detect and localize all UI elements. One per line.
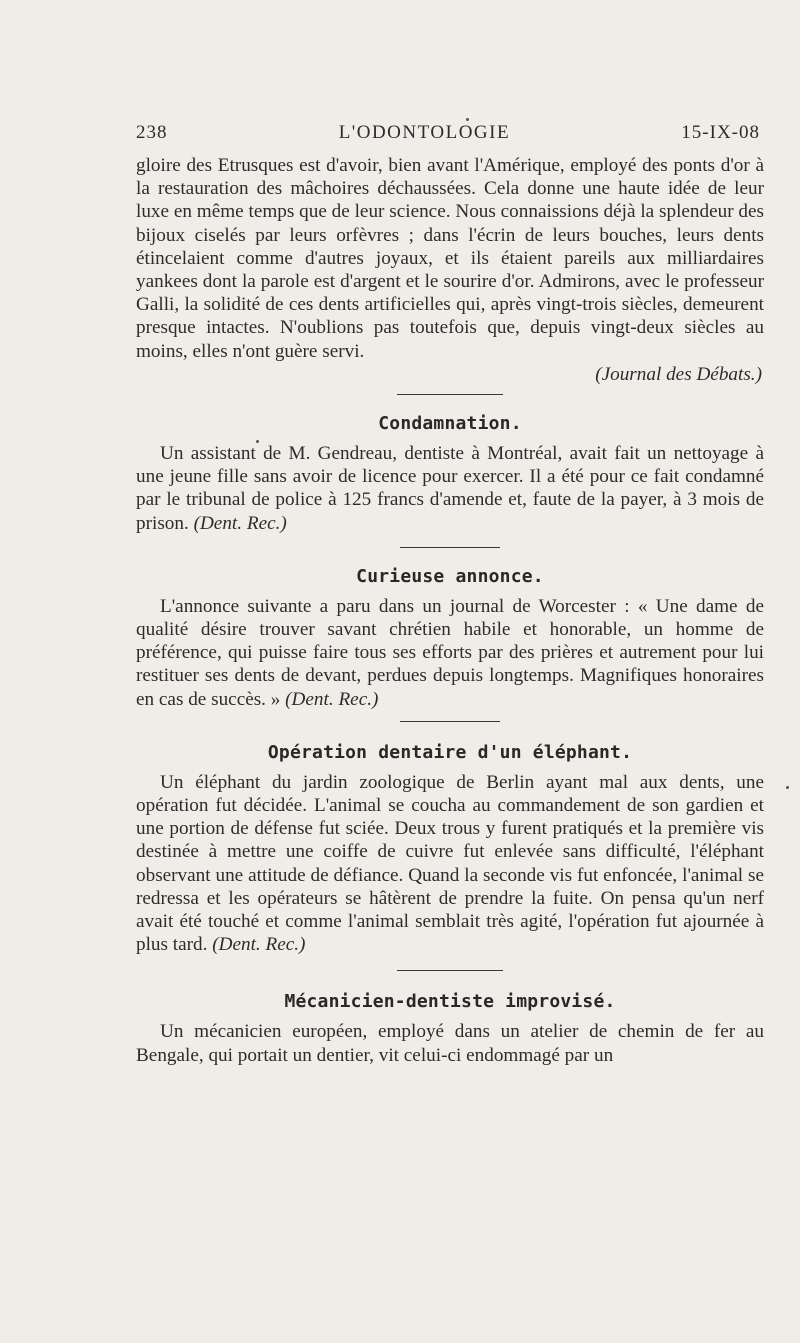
- page-number: 238: [136, 122, 168, 143]
- intro-source: (Journal des Débats.): [595, 363, 762, 385]
- section-source: (Dent. Rec.): [193, 512, 287, 534]
- section-text-mecanicien-dentiste: Un mécanicien européen, employé dans un atelier de chemin de fer au Bengale, qui portait un dentier, vit celui-ci endommagé par un: [136, 1021, 764, 1066]
- section-divider: [397, 970, 503, 971]
- section-title-condamnation: Condamnation.: [378, 413, 522, 435]
- section-text-operation-elephant: [136, 771, 764, 957]
- paper-speck: [256, 440, 259, 443]
- section-title-mecanicien-dentiste: Mécanicien-dentiste improvisé.: [284, 991, 616, 1013]
- section-divider: [400, 547, 500, 548]
- section-divider: [397, 394, 503, 395]
- section-body: Un assistant de M. Gendreau, dentiste à Montréal, avait fait un nettoyage à une jeune fille sans avoir de licence pour exercer. Il a été pour ce fait condamné par le tribunal de police à 125 francs d'amende et, faute de la payer, à 3 mois de prison.: [136, 443, 764, 534]
- issue-date: 15-IX-08: [681, 122, 760, 143]
- section-text-condamnation: [136, 442, 764, 535]
- section-source: (Dent. Rec.): [285, 688, 379, 710]
- section-text-curieuse-annonce: [136, 595, 764, 711]
- section-body: Un éléphant du jardin zoologique de Berlin ayant mal aux dents, une opération fut décidée. L'animal se coucha au commandement de son gardien et une portion de défense fut sciée. Deux trous y furent pratiqués et la première vis destinée à mettre une coiffe de cuivre fut enlevée sans difficulté, l'éléphant observant une attitude de défiance. Quand la seconde vis fut enfoncée, l'animal se redressa et les opérateurs se hâtèrent de prendre la fuite. On pensa qu'un nerf avait été touché et comme l'animal semblait très agité, l'opération fut ajournée à plus tard.: [136, 771, 764, 956]
- running-header: [136, 122, 764, 144]
- intro-paragraph: gloire des Etrusques est d'avoir, bien avant l'Amérique, employé des ponts d'or à la restauration des mâchoires déchaussées. Cela donne une haute idée de leur luxe en même temps que de leur science. Nous connaissions déjà la splendeur des bijoux ciselés par leurs orfèvres ; dans l'écrin de leurs bouches, leurs dents étincelaient comme d'autres joyaux, et ils étaient pareils aux milliardaires yankees dont la parole est d'argent et le sourire d'or. Admirons, avec le professeur Galli, la solidité de ces dents artificielles qui, après vingt-trois siècles, demeurent presque intactes. N'oublions pas toutefois que, depuis vingt-deux siècles au moins, elles n'ont guère servi.: [136, 155, 764, 362]
- section-source: (Dent. Rec.): [212, 934, 306, 956]
- section-divider: [400, 721, 500, 722]
- section-title-curieuse-annonce: Curieuse annonce.: [356, 565, 544, 587]
- paper-speck: [466, 118, 469, 121]
- section-title-operation-elephant: Opération dentaire d'un éléphant.: [267, 741, 633, 763]
- journal-title: L'ODONTOLOGIE: [338, 122, 511, 143]
- paper-speck: [786, 786, 789, 789]
- section-body: L'annonce suivante a paru dans un journal de Worcester : « Une dame de qualité désire trouver savant chrétien habile et honorable, un homme de préférence, qui puisse faire tous ses efforts par des prières et autrement pour lui restituer ses dents de devant, perdues depuis longtemps. Magnifiques honoraires en cas de succès. »: [136, 595, 764, 710]
